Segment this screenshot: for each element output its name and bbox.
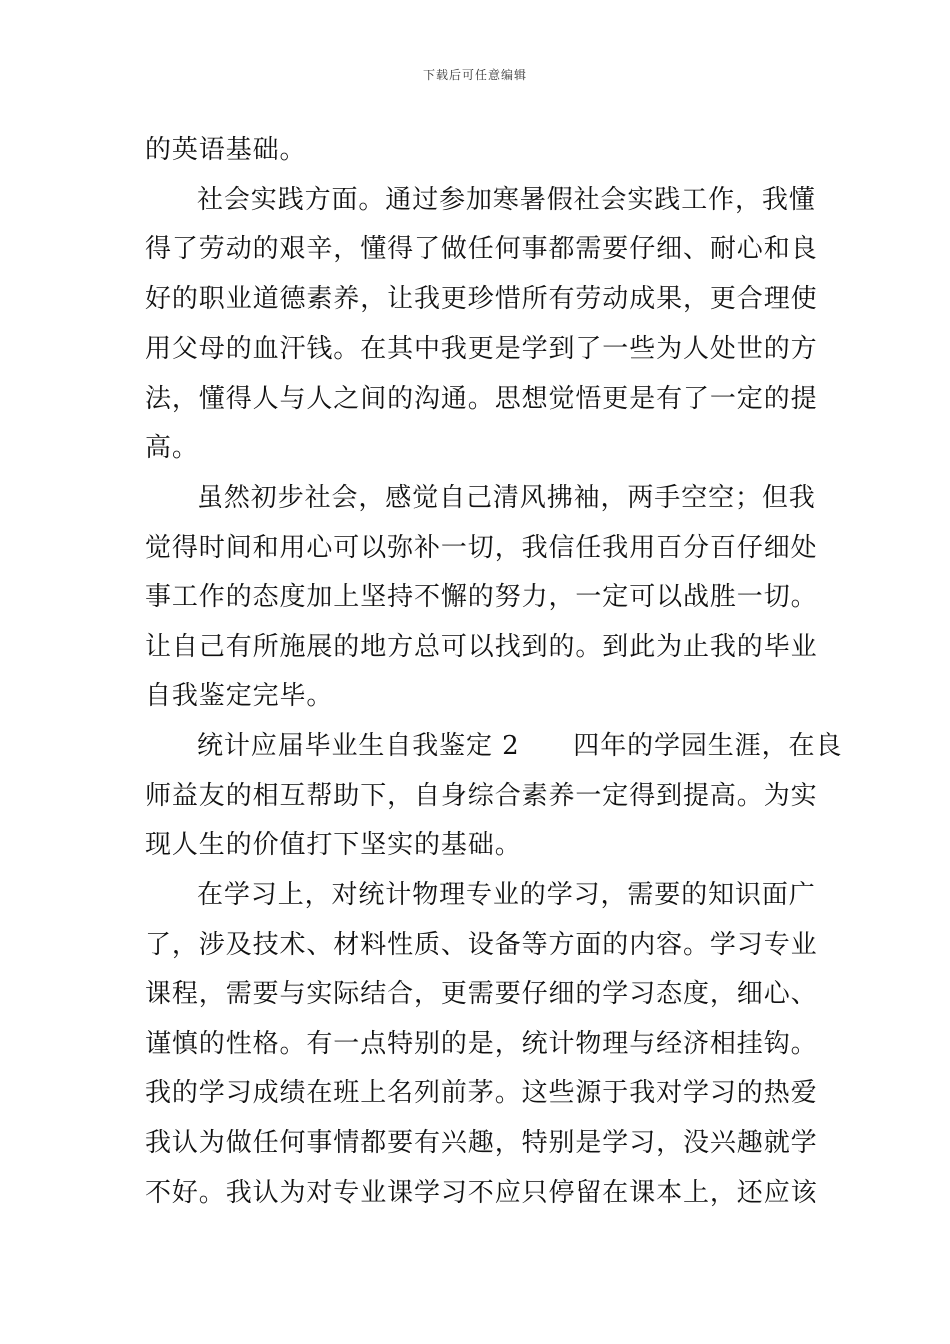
text-line: 现人生的价值打下坚实的基础。 [145, 830, 522, 860]
text-line: 不好。我认为对专业课学习不应只停留在课本上，还应该 [145, 1178, 818, 1208]
text-line: 虽然初步社会，感觉自己清风拂袖，两手空空；但我 [197, 483, 816, 513]
text-line: 我认为做任何事情都要有兴趣，特别是学习，没兴趣就学 [145, 1128, 818, 1158]
text-line: 课程，需要与实际结合，更需要仔细的学习态度，细心、 [145, 979, 818, 1009]
text-line: 得了劳动的艰辛，懂得了做任何事都需要仔细、耐心和良 [145, 234, 818, 264]
text-line: 法，懂得人与人之间的沟通。思想觉悟更是有了一定的提 [145, 384, 818, 414]
text-line: 自我鉴定完毕。 [145, 681, 334, 711]
text-line: 了，涉及技术、材料性质、设备等方面的内容。学习专业 [145, 930, 818, 960]
text-line: 用父母的血汗钱。在其中我更是学到了一些为人处世的方 [145, 334, 818, 364]
text-line: 事工作的态度加上坚持不懈的努力，一定可以战胜一切。 [145, 582, 818, 612]
text-line: 社会实践方面。通过参加寒暑假社会实践工作，我懂 [197, 185, 816, 215]
text-line: 谨慎的性格。有一点特别的是，统计物理与经济相挂钩。 [145, 1029, 818, 1059]
text-line: 我的学习成绩在班上名列前茅。这些源于我对学习的热爱 [145, 1078, 818, 1108]
text-line: 好的职业道德素养，让我更珍惜所有劳动成果，更合理使 [145, 284, 818, 314]
text-line: 的英语基础。 [145, 135, 307, 165]
text-line: 统计应届毕业生自我鉴定 2 四年的学园生涯，在良 [197, 731, 843, 761]
text-line: 觉得时间和用心可以弥补一切，我信任我用百分百仔细处 [145, 533, 818, 563]
text-line: 让自己有所施展的地方总可以找到的。到此为止我的毕业 [145, 632, 818, 662]
text-line: 师益友的相互帮助下，自身综合素养一定得到提高。为实 [145, 781, 818, 811]
text-line: 高。 [145, 433, 199, 463]
page-header: 下载后可任意编辑 [422, 68, 527, 82]
text-line: 在学习上，对统计物理专业的学习，需要的知识面广 [197, 880, 816, 910]
